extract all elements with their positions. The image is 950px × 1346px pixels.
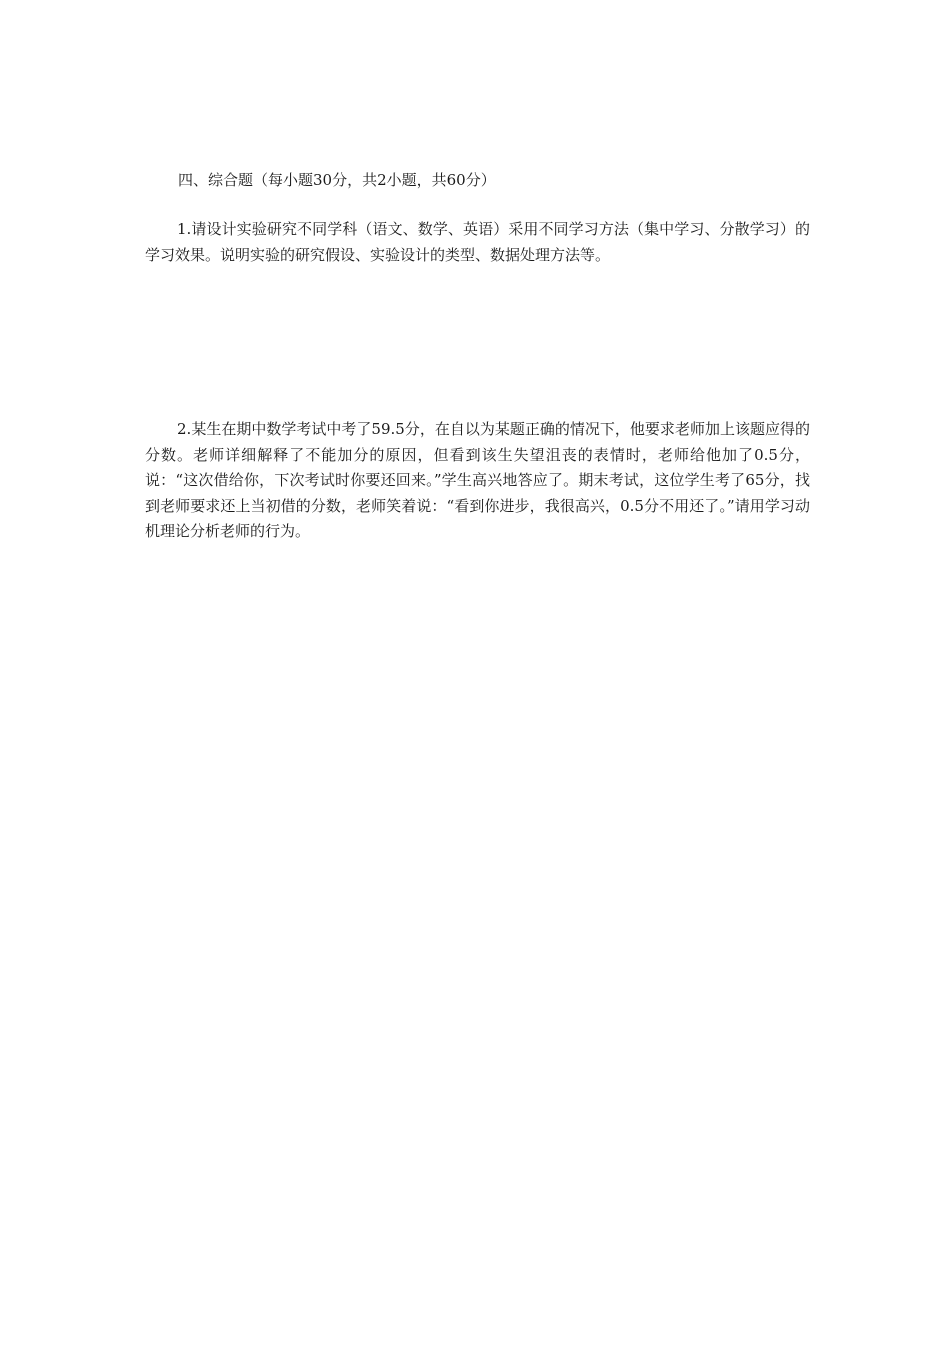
question-1: 1.请设计实验研究不同学科（语文、数学、英语）采用不同学习方法（集中学习、分散学习）的学习效果。说明实验的研究假设、实验设计的类型、数据处理方法等。 — [145, 220, 810, 264]
section-heading: 四、综合题（每小题30分，共2小题，共60分） — [178, 171, 496, 189]
question-2: 2.某生在期中数学考试中考了59.5分，在自以为某题正确的情况下，他要求老师加上该题应得的分数。老师详细解释了不能加分的原因，但看到该生失望沮丧的表情时，老师给他加了0.5分，说：“这次借给你，下次考试时你要还回来。”学生高兴地答应了。期末考试，这位学生考了65分，找到老师要求还上当初借的分数，老师笑着说：“看到你进步，我很高兴，0.5分不用还了。”请用学习动机理论分析老师的行为。 — [145, 420, 810, 540]
